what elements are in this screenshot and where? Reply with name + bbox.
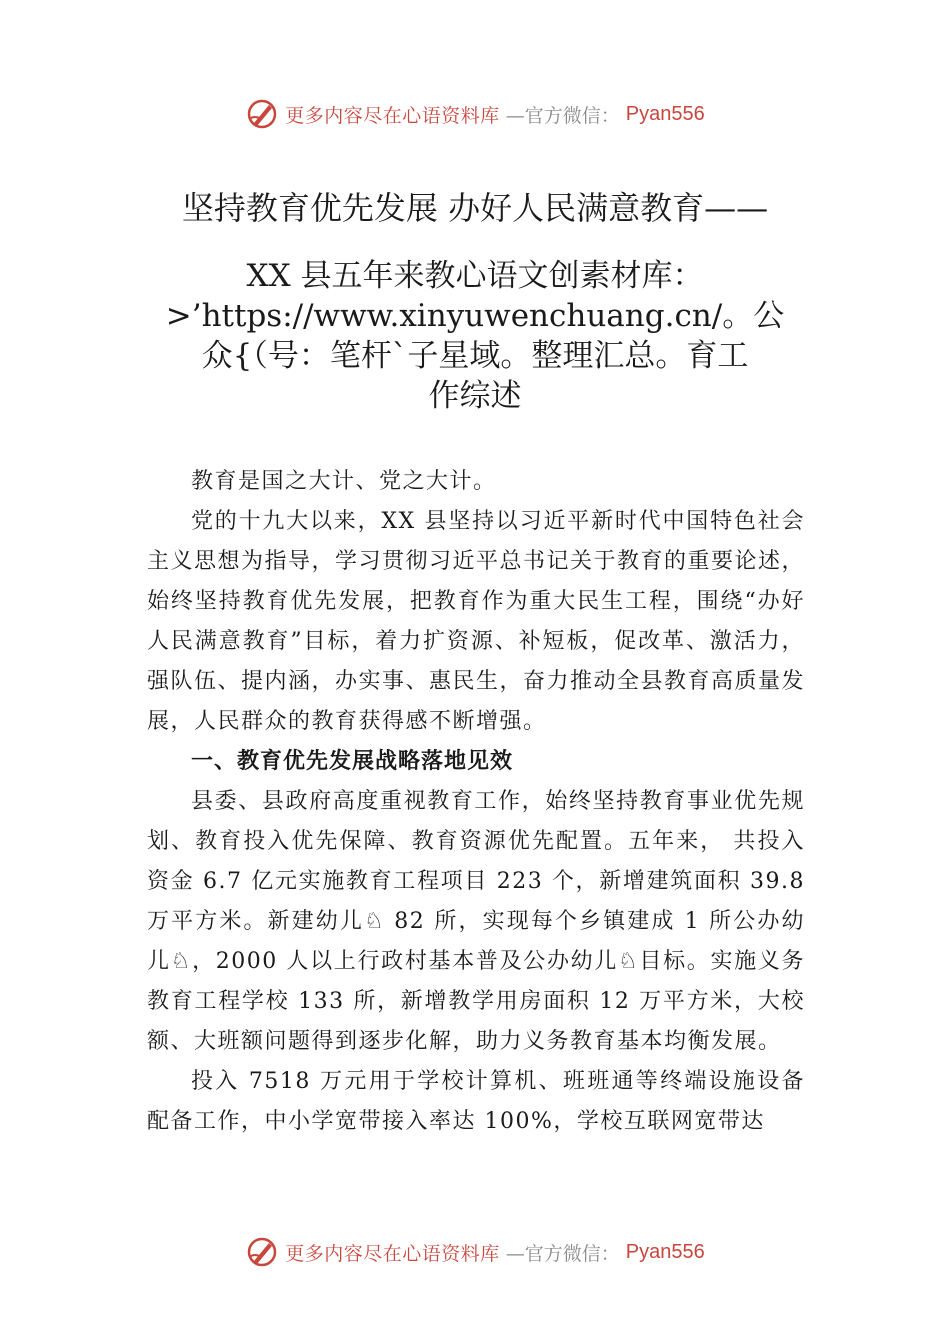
title-line-b: >’https://www.xinyuwenchuang.cn/。公 [165,298,785,334]
title-line-c: 众{（号：笔杆`子星域。整理汇总。育工 [201,338,749,374]
paragraph-section1-a: 县委、县政府高度重视教育工作，始终坚持教育事业优先规划、教育投入优先保障、教育资源优先配置。五年来， 共投入资金 6.7 亿元实施教育工程项目 223 个，新增建筑面积 39.8 万平方米。新建幼儿♘ 82 所，实现每个乡镇建成 1 所公办幼儿♘，2000 人以上行政村基本普及公办幼儿♘目标。实施义务教育工程学校 133 所，新增教学用房面积 12 万平方米，大校额、大班额问题得到逐步化解，助力义务教育基本均衡发展。 [147,789,805,1054]
paragraph-section1-b: 投入 7518 万元用于学校计算机、班班通等终端设施设备配备工作，中小学宽带接入率达 100%，学校互联网宽带达 [147,1069,805,1134]
pen-logo-icon [245,97,279,131]
banner-red-text: 更多内容尽在心语资料库 [285,1242,500,1265]
banner-wechat-id: Pyan556 [625,102,705,125]
section-heading-1: 一、教育优先发展战略落地见效 [191,749,514,774]
document-title-line2 [140,256,810,416]
watermark-banner-top [0,94,950,134]
pen-logo-icon [245,1235,279,1269]
title-line-a: XX 县五年来教心语文创素材库： [246,258,704,294]
document-body [147,462,805,1142]
title-line-d: 作综述 [428,378,522,414]
paragraph-intro: 教育是国之大计、党之大计。 [191,469,497,494]
banner-gray-text: —官方微信： [505,104,620,127]
banner-red-text: 更多内容尽在心语资料库 [285,104,500,127]
watermark-banner-bottom [0,1232,950,1272]
banner-wechat-id: Pyan556 [625,1240,705,1263]
paragraph-overview: 党的十九大以来，XX 县坚持以习近平新时代中国特色社会主义思想为指导，学习贯彻习近平总书记关于教育的重要论述，始终坚持教育优先发展，把教育作为重大民生工程，围绕“办好人民满意教育”目标，着力扩资源、补短板，促改革、激活力，强队伍、提内涵，办实事、惠民生，奋力推动全县教育高质量发展，人民群众的教育获得感不断增强。 [147,509,806,734]
document-title-line1: 坚持教育优先发展 办好人民满意教育—— [181,189,769,227]
banner-gray-text: —官方微信： [505,1242,620,1265]
